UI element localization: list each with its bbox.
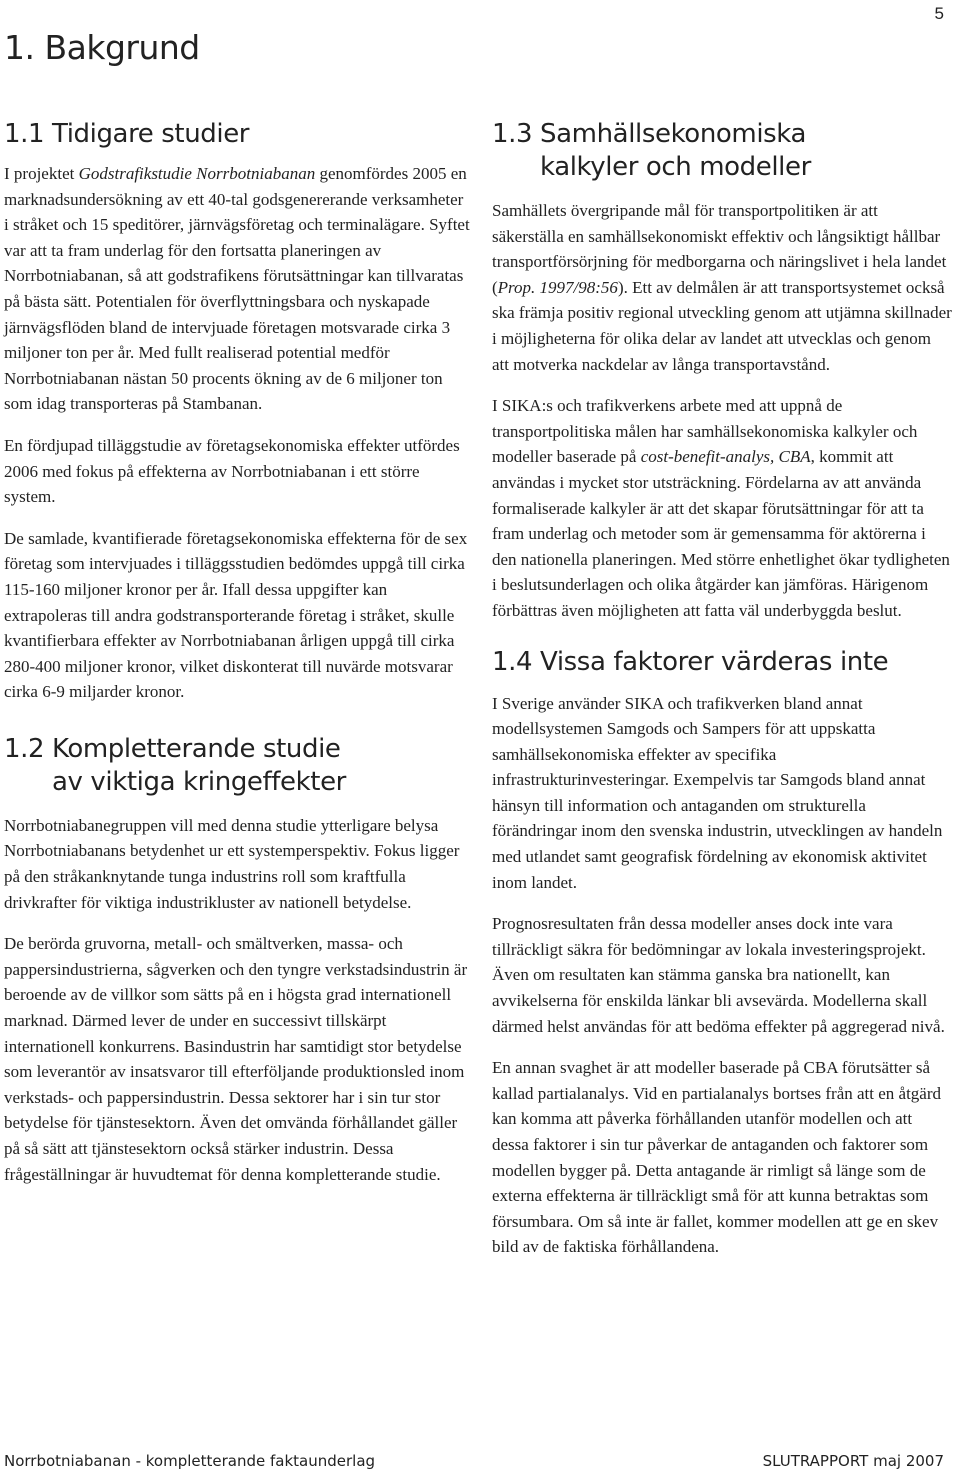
paragraph-1-2-a: Norrbotniabanegruppen vill med denna studie ytterligare belysa Norrbotniabanans betydenhet ur ett systemperspektiv. Fokus ligger på den stråkanknytande tunga industrins roll som kraftfulla drivkrafter för viktiga industrikluster av nationell betydelse.: [4, 815, 460, 912]
paragraph-1-1-a: I projektet Godstrafikstudie Norrbotniabanan genomfördes 2005 en marknadsundersökning av ett 40-tal godsgenererande verksamheter i stråket och 15 speditörer, järnvägsföretag och terminalägare. Syftet var att ta fram underlag för den fortsatta planeringen av Norrbotniabanan, så att godstrafikens förutsättningar kan tillvaratas på bästa sätt. Potentialen för överflyttningsbara och nyskapade järnvägsflöden bland de intervjuade företagen motsvarade cirka 3 miljoner ton per år. Med fullt realiserad potential medför Norrbotniabanan nästan 50 procents ökning av de 6 miljoner ton som idag transporteras på Stambanan.: [4, 164, 470, 414]
section-1-1-title: 1.1 Tidigare studier: [4, 119, 250, 149]
section-1-2-title: 1.2 Kompletterande studie av viktiga kringeffekter: [4, 733, 346, 797]
left-column: [4, 118, 470, 1203]
section-1-3-title: 1.3 Samhällsekonomiska kalkyler och modeller: [492, 119, 811, 182]
right-column: [492, 118, 952, 1276]
paragraph-1-3-b: I SIKA:s och trafikverkens arbete med att uppnå de transportpolitiska målen har samhällsekonomiska kalkyler och modeller baserade på cost-benefit-analys, CBA, kommit att användas i mycket stor utsträckning. Fördelarna av att använda formaliserade kalkyler är att det skapar förutsättningar för att ta fram underlag och metoder som är gemensamma för aktörerna i den nationella planeringen. Med större enhetlighet ökar tydligheten i beslutsunderlagen och olika åtgärder kan jämföras. Härigenom förbättras även möjligheten att fatta väl underbyggda beslut.: [492, 396, 950, 620]
paragraph-1-1-b: En fördjupad tilläggstudie av företagsekonomiska effekter utfördes 2006 med fokus på effekterna av Norrbotniabanan i ett större system.: [4, 435, 460, 507]
footer-document-title: Norrbotniabanan - kompletterande faktaunderlag: [4, 1452, 376, 1470]
chapter-title: 1. Bakgrund: [4, 28, 200, 67]
paragraph-1-2-b: De berörda gruvorna, metall- och smältverken, massa- och pappersindustrierna, sågverken och den tyngre verkstadsindustrin är beroende av de villkor som sätts på en i högsta grad internationell marknad. Därmed lever de under en successivt tillskärpt internationell konkurrens. Basindustrin har samtidigt stor betydelse som leverantör av insatsvaror till efterföljande produktionsled inom verkstads- och pappersindustrin. Dessa sektorer har i sin tur stor betydelse för tjänstesektorn. Även det omvända förhållandet gäller på så sätt att tjänstesektorn också stärker industrin. Dessa frågeställningar är huvudtemat för denna kompletterande studie.: [4, 934, 468, 1184]
paragraph-1-4-b: Prognosresultaten från dessa modeller anses dock inte vara tillräckligt säkra för bedömningar av lokala investeringsprojekt. Även om resultaten kan stämma ganska bra nationellt, kan avvikelserna för enskilda länkar bli avsevärda. Modellerna skall därmed helst användas för att bedöma effekter på aggregerad nivå.: [492, 914, 945, 1036]
footer-report-date: SLUTRAPPORT maj 2007: [762, 1452, 944, 1470]
paragraph-1-1-c: De samlade, kvantifierade företagsekonomiska effekterna för de sex företag som intervjuades i tilläggsstudien bedömdes uppgå till cirka 115-160 miljoner kronor per år. Ifall dessa uppgifter kan extrapoleras till andra godstransporterande företag i stråket, skulle kvantifierbara effekter av Norrbotniabanan årligen uppgå till cirka 280-400 miljoner kronor, vilket diskonterat till nuvärde motsvarar cirka 6-9 miljarder kronor.: [4, 528, 468, 702]
paragraph-1-4-c: En annan svaghet är att modeller baserade på CBA förutsätter så kallad partialanalys. Vid en partialanalys bortses från att en åtgärd kan komma att påverka förhållanden utanför modellen och att dessa faktorer i sin tur påverkar de antaganden och faktorer som modellen bygger på. Detta antagande är rimligt så länge som de externa effekterna är tillräckligt små för att kunna betraktas som försumbara. Om så inte är fallet, kommer modellen att ge en skev bild av de faktiska förhållandena.: [492, 1058, 941, 1257]
paragraph-1-4-a: I Sverige använder SIKA och trafikverken bland annat modellsystemen Samgods och Sampers för att uppskatta samhällsekonomiska effekter av specifika infrastrukturinvesteringar. Exempelvis tar Samgods bland annat hänsyn till information och antaganden om strukturella förändringar inom den svenska industrin, utvecklingen av handeln med utlandet samt geografisk fördelning av ekonomisk aktivitet inom landet.: [492, 693, 943, 892]
paragraph-1-3-a: Samhällets övergripande mål för transportpolitiken är att säkerställa en samhällsekonomiskt effektiv och långsiktigt hållbar transportförsörjning för medborgarna och näringslivet i hela landet (Prop. 1997/98:56). Ett av delmålen är att transportsystemet också ska främja positiv regional utveckling genom att utjämna skillnader i möjligheterna för olika delar av landet att utvecklas och genom att motverka nackdelar av långa transportavstånd.: [492, 201, 952, 374]
page-number: 5: [934, 4, 944, 23]
section-1-4-title: 1.4 Vissa faktorer värderas inte: [492, 646, 889, 677]
